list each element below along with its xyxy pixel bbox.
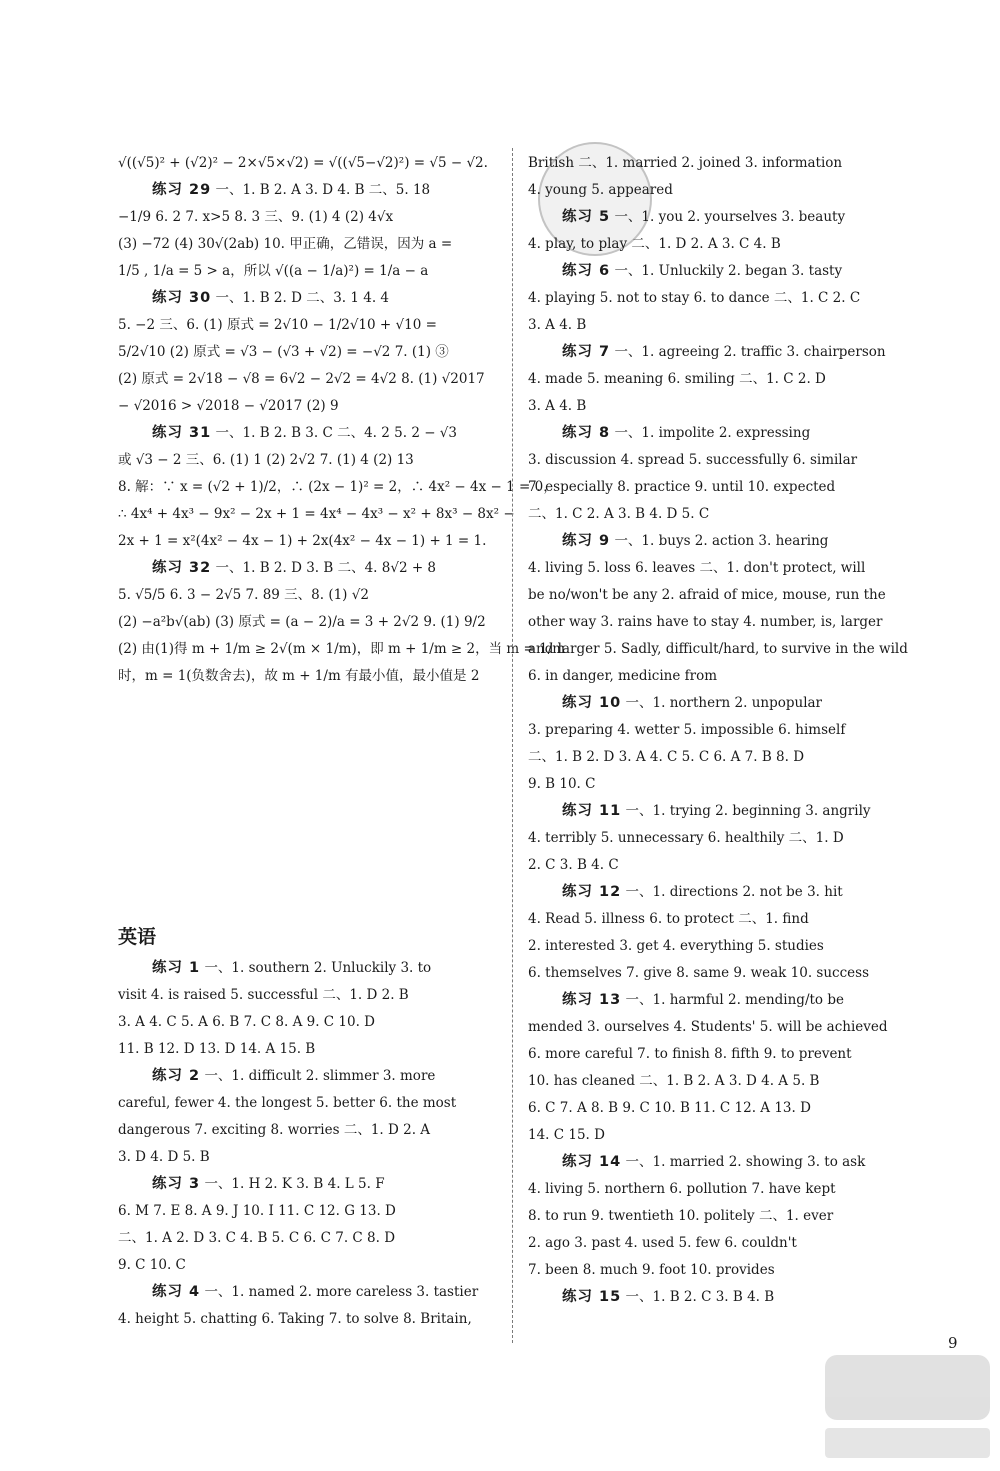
answer-line (118, 1252, 498, 1279)
answer-text: 4. young 5. appeared (528, 182, 673, 198)
exercise-heading-line (118, 1171, 498, 1198)
answer-line (118, 204, 498, 231)
answer-text: other way 3. rains have to stay 4. number, is, larger (528, 614, 883, 630)
answer-line (528, 366, 910, 393)
answer-text: and larger 5. Sadly, difficult/hard, to survive in the wild (528, 641, 908, 657)
answer-text: 3. preparing 4. wetter 5. impossible 6. himself (528, 722, 846, 738)
exercise-label: 练习 15 (562, 1289, 622, 1305)
answer-text: 4. height 5. chatting 6. Taking 7. to solve 8. Britain, (118, 1311, 472, 1327)
answer-text: 二、1. C 2. A 3. B 4. D 5. C (528, 506, 710, 522)
answer-line (528, 1176, 910, 1203)
answer-line (528, 1068, 910, 1095)
answer-line (528, 285, 910, 312)
answer-line (528, 1257, 910, 1284)
answer-text: 3. A 4. C 5. A 6. B 7. C 8. A 9. C 10. D (118, 1014, 375, 1030)
answer-text: 一、1. difficult 2. slimmer 3. more (204, 1068, 436, 1084)
exercise-label: 练习 14 (562, 1154, 622, 1170)
exercise-heading-line (118, 555, 498, 582)
answer-text: (2) 原式 = 2√18 − √8 = 6√2 − 2√2 = 4√2 8. (1) √2017 (118, 371, 485, 387)
answer-line (118, 982, 498, 1009)
answer-line (118, 1090, 498, 1117)
answer-line (528, 663, 910, 690)
exercise-label: 练习 4 (152, 1284, 201, 1300)
exercise-heading-line (118, 1063, 498, 1090)
answer-text: 5. √5/5 6. 3 − 2√5 7. 89 三、8. (1) √2 (118, 587, 369, 603)
exercise-heading-line (528, 1284, 910, 1311)
answer-text: careful, fewer 4. the longest 5. better 6. the most (118, 1095, 457, 1111)
answer-line (528, 393, 910, 420)
exercise-heading-line (118, 1279, 498, 1306)
answer-text: 7. been 8. much 9. foot 10. provides (528, 1262, 775, 1278)
answer-line (118, 339, 498, 366)
exercise-heading-line (528, 879, 910, 906)
answer-text: 6. in danger, medicine from (528, 668, 718, 684)
answer-line (528, 717, 910, 744)
answer-text: 2. interested 3. get 4. everything 5. studies (528, 938, 824, 954)
answer-line (118, 528, 498, 555)
answer-text: 6. themselves 7. give 8. same 9. weak 10. success (528, 965, 870, 981)
answer-line (118, 609, 498, 636)
answer-text: 一、1. buys 2. action 3. hearing (614, 533, 829, 549)
answer-line (118, 474, 557, 501)
answer-line (528, 1095, 910, 1122)
answer-line (528, 231, 910, 258)
answer-text: 8. 解：∵ x = (√2 + 1)/2，∴ (2x − 1)² = 2，∴ 4x² − 4x − 1 = 0， (118, 479, 557, 495)
answer-text: (2) 由(1)得 m + 1/m ≥ 2√(m × 1/m)，即 m + 1/m ≥ 2，当 m = 1/m (118, 641, 566, 657)
exercise-label: 练习 7 (562, 344, 611, 360)
exercise-heading-line (528, 798, 910, 825)
left-column-english (118, 955, 498, 1333)
answer-line (118, 1225, 498, 1252)
answer-text: 4. play, to play 二、1. D 2. A 3. C 4. B (528, 236, 781, 252)
answer-text: 4. living 5. northern 6. pollution 7. have kept (528, 1181, 836, 1197)
answer-text: 一、1. Unluckily 2. began 3. tasty (614, 263, 843, 279)
answer-text: 4. Read 5. illness 6. to protect 二、1. find (528, 911, 809, 927)
answer-text: 一、1. northern 2. unpopular (625, 695, 823, 711)
answer-line (528, 1122, 910, 1149)
answer-line (528, 852, 910, 879)
answer-text: √((√5)² + (√2)² − 2×√5×√2) = √((√5−√2)²) = √5 − √2. (118, 155, 488, 171)
answer-line (528, 960, 910, 987)
answer-line (528, 1203, 910, 1230)
answer-text: 或 √3 − 2 三、6. (1) 1 (2) 2√2 7. (1) 4 (2) 13 (118, 452, 414, 468)
exercise-label: 练习 12 (562, 884, 622, 900)
exercise-label: 练习 29 (152, 182, 212, 198)
answer-line (528, 582, 910, 609)
answer-line (528, 1230, 910, 1257)
answer-text: 5/2√10 (2) 原式 = √3 − (√3 + √2) = −√2 7. (1) ③ (118, 344, 449, 360)
answer-line (528, 555, 910, 582)
answer-text: 3. D 4. D 5. B (118, 1149, 210, 1165)
answer-text: 5. −2 三、6. (1) 原式 = 2√10 − 1/2√10 + √10 = (118, 317, 437, 333)
column-divider (512, 148, 513, 1343)
answer-text: 一、1. B 2. B 3. C 二、4. 2 5. 2 − √3 (215, 425, 457, 441)
answer-text: 一、1. B 2. C 3. B 4. B (625, 1289, 775, 1305)
exercise-label: 练习 1 (152, 960, 201, 976)
answer-line (528, 744, 910, 771)
answer-line (528, 933, 910, 960)
answer-line (118, 393, 498, 420)
exercise-heading-line (118, 955, 498, 982)
answer-line (118, 1117, 498, 1144)
answer-line (118, 663, 498, 690)
answer-text: 4. made 5. meaning 6. smiling 二、1. C 2. D (528, 371, 826, 387)
answer-line (528, 312, 910, 339)
answer-line (528, 1014, 910, 1041)
answer-text: 二、1. A 2. D 3. C 4. B 5. C 6. C 7. C 8. D (118, 1230, 396, 1246)
answer-line (118, 582, 498, 609)
exercise-label: 练习 2 (152, 1068, 201, 1084)
exercise-heading-line (528, 690, 910, 717)
exercise-heading-line (528, 204, 910, 231)
exercise-label: 练习 8 (562, 425, 611, 441)
watermark-logo (820, 1350, 995, 1465)
answer-text: 2. C 3. B 4. C (528, 857, 619, 873)
answer-line (118, 366, 498, 393)
exercise-heading-line (118, 420, 498, 447)
exercise-label: 练习 32 (152, 560, 212, 576)
answer-text: 4. living 5. loss 6. leaves 二、1. don't protect, will (528, 560, 866, 576)
answer-line (118, 231, 498, 258)
answer-text: 3. A 4. B (528, 398, 587, 414)
answer-line (118, 1144, 498, 1171)
answer-text: mended 3. ourselves 4. Students' 5. will be achieved (528, 1019, 888, 1035)
answer-text: be no/won't be any 2. afraid of mice, mouse, run the (528, 587, 886, 603)
answer-text: 1/5 , 1/a = 5 > a，所以 √((a − 1/a)²) = 1/a − a (118, 263, 429, 279)
answer-line (528, 177, 910, 204)
answer-text: 4. playing 5. not to stay 6. to dance 二、1. C 2. C (528, 290, 861, 306)
answer-text: 一、1. southern 2. Unluckily 3. to (204, 960, 432, 976)
exercise-label: 练习 13 (562, 992, 622, 1008)
answer-line (528, 1041, 910, 1068)
answer-text: 11. B 12. D 13. D 14. A 15. B (118, 1041, 316, 1057)
answer-text: 一、1. impolite 2. expressing (614, 425, 811, 441)
answer-text: 7. especially 8. practice 9. until 10. expected (528, 479, 836, 495)
answer-text: (3) −72 (4) 30√(2ab) 10. 甲正确，乙错误，因为 a = (118, 236, 453, 252)
answer-text: 一、1. B 2. A 3. D 4. B 二、5. 18 (215, 182, 431, 198)
answer-text: 一、1. trying 2. beginning 3. angrily (625, 803, 871, 819)
answer-text: 二、1. B 2. D 3. A 4. C 5. C 6. A 7. B 8. D (528, 749, 805, 765)
right-column-english (528, 150, 910, 1311)
answer-text: 6. C 7. A 8. B 9. C 10. B 11. C 12. A 13. D (528, 1100, 811, 1116)
subject-heading-english: 英语 (118, 926, 157, 948)
answer-text: 3. A 4. B (528, 317, 587, 333)
answer-line (528, 825, 910, 852)
answer-line (118, 150, 498, 177)
page-number: 9 (948, 1334, 958, 1352)
exercise-label: 练习 9 (562, 533, 611, 549)
answer-line (528, 447, 910, 474)
answer-text: 2. ago 3. past 4. used 5. few 6. couldn't (528, 1235, 797, 1251)
answer-line (118, 258, 498, 285)
answer-text: 一、1. B 2. D 二、3. 1 4. 4 (215, 290, 390, 306)
answer-text: 一、1. directions 2. not be 3. hit (625, 884, 843, 900)
answer-line (528, 150, 910, 177)
answer-text: 9. C 10. C (118, 1257, 186, 1273)
answer-text: dangerous 7. exciting 8. worries 二、1. D 2. A (118, 1122, 431, 1138)
answer-line (528, 906, 910, 933)
answer-line (118, 1009, 498, 1036)
answer-line (118, 1198, 498, 1225)
answer-text: 3. discussion 4. spread 5. successfully 6. similar (528, 452, 858, 468)
answer-text: 9. B 10. C (528, 776, 596, 792)
answer-line (118, 1306, 498, 1333)
exercise-label: 练习 5 (562, 209, 611, 225)
answer-text: 一、1. B 2. D 3. B 二、4. 8√2 + 8 (215, 560, 437, 576)
answer-text: 6. M 7. E 8. A 9. J 10. I 11. C 12. G 13. D (118, 1203, 396, 1219)
answer-line (528, 636, 910, 663)
exercise-heading-line (528, 258, 910, 285)
answer-line (118, 501, 515, 528)
exercise-heading-line (528, 987, 910, 1014)
answer-text: 2x + 1 = x²(4x² − 4x − 1) + 2x(4x² − 4x − 1) + 1 = 1. (118, 533, 487, 549)
exercise-heading-line (528, 528, 910, 555)
answer-text: 一、1. married 2. showing 3. to ask (625, 1154, 866, 1170)
answer-line (118, 447, 498, 474)
answer-text: visit 4. is raised 5. successful 二、1. D 2. B (118, 987, 409, 1003)
exercise-heading-line (528, 1149, 910, 1176)
answer-line (118, 636, 566, 663)
exercise-label: 练习 31 (152, 425, 212, 441)
exercise-label: 练习 11 (562, 803, 622, 819)
answer-text: − √2016 > √2018 − √2017 (2) 9 (118, 398, 339, 414)
answer-text: 14. C 15. D (528, 1127, 605, 1143)
answer-text: 4. terribly 5. unnecessary 6. healthily 二、1. D (528, 830, 844, 846)
answer-line (528, 501, 910, 528)
answer-text: 一、1. harmful 2. mending/to be (625, 992, 844, 1008)
answer-text: 10. has cleaned 二、1. B 2. A 3. D 4. A 5. B (528, 1073, 820, 1089)
exercise-label: 练习 6 (562, 263, 611, 279)
answer-text: 6. more careful 7. to finish 8. fifth 9. to prevent (528, 1046, 852, 1062)
exercise-heading-line (528, 420, 910, 447)
exercise-heading-line (118, 177, 498, 204)
answer-text: (2) −a²b√(ab) (3) 原式 = (a − 2)/a = 3 + 2√2 9. (1) 9/2 (118, 614, 486, 630)
answer-text: 一、1. agreeing 2. traffic 3. chairperson (614, 344, 886, 360)
answer-text: 8. to run 9. twentieth 10. politely 二、1. ever (528, 1208, 834, 1224)
answer-text: British 二、1. married 2. joined 3. information (528, 155, 843, 171)
answer-text: 一、1. you 2. yourselves 3. beauty (614, 209, 846, 225)
answer-line (528, 474, 910, 501)
exercise-heading-line (528, 339, 910, 366)
answer-line (528, 771, 910, 798)
exercise-heading-line (118, 285, 498, 312)
answer-line (528, 609, 910, 636)
answer-text: 一、1. named 2. more careless 3. tastier (204, 1284, 479, 1300)
exercise-label: 练习 10 (562, 695, 622, 711)
answer-text: −1/9 6. 2 7. x>5 8. 3 三、9. (1) 4 (2) 4√x (118, 209, 394, 225)
exercise-label: 练习 30 (152, 290, 212, 306)
answer-text: 时，m = 1(负数舍去)，故 m + 1/m 有最小值，最小值是 2 (118, 668, 480, 684)
answer-text: 一、1. H 2. K 3. B 4. L 5. F (204, 1176, 385, 1192)
answer-text: ∴ 4x⁴ + 4x³ − 9x² − 2x + 1 = 4x⁴ − 4x³ − x² + 8x³ − 8x² − (118, 506, 515, 522)
answer-line (118, 312, 498, 339)
answer-line (118, 1036, 498, 1063)
exercise-label: 练习 3 (152, 1176, 201, 1192)
